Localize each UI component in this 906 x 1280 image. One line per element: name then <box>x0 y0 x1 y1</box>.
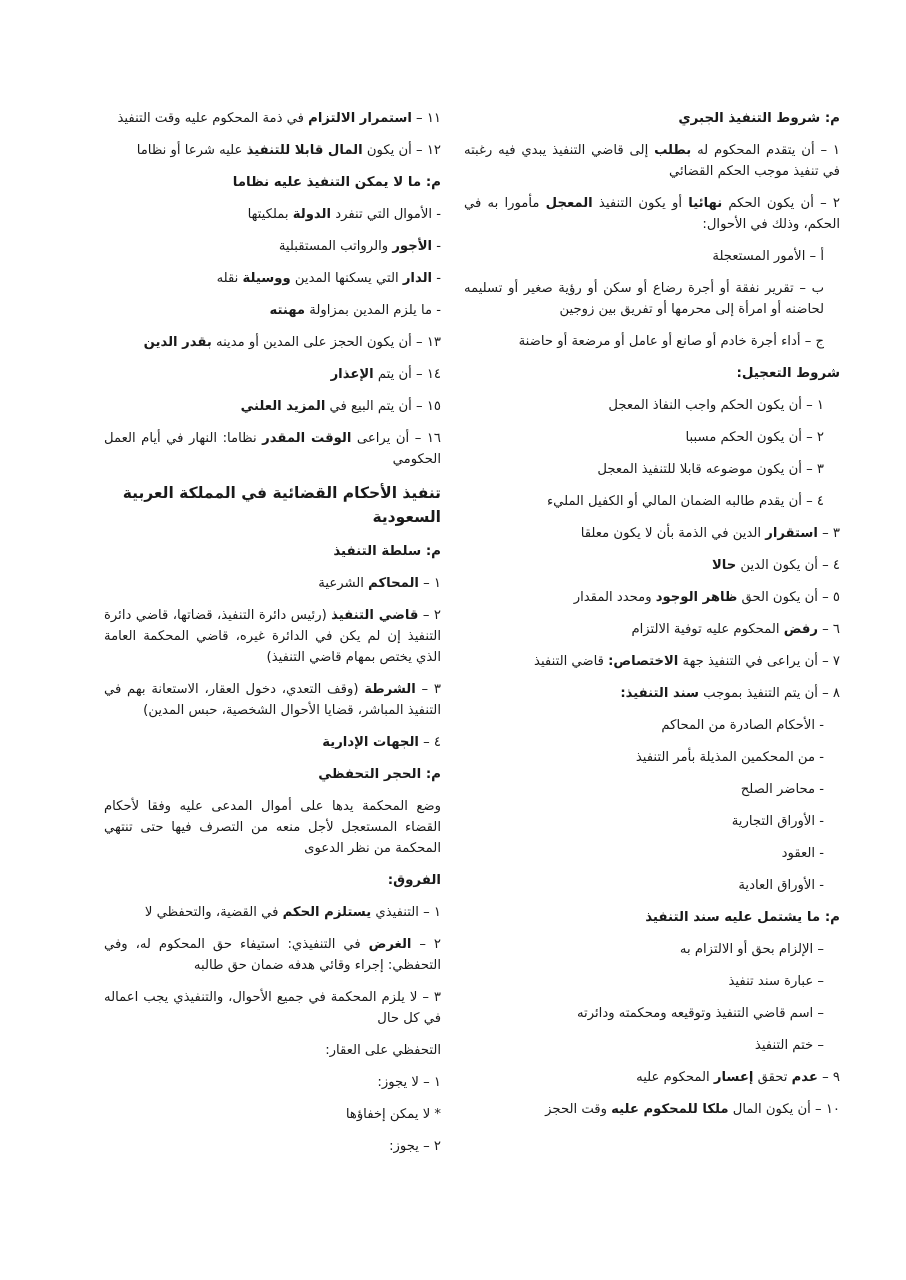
text-run: والرواتب المستقبلية <box>278 239 393 254</box>
bold-term: استمرار الالتزام <box>308 111 412 126</box>
text-run: ١٠ – أن يكون المال <box>728 1102 840 1117</box>
text-line <box>464 1035 840 1056</box>
text-run: ٥ – أن يكون الحق <box>737 590 840 605</box>
bold-term: شروط التعجيل: <box>736 366 840 381</box>
text-run: - الأحكام الصادرة من المحاكم <box>661 718 824 733</box>
text-line <box>464 587 840 608</box>
text-line <box>464 246 840 267</box>
text-run: نقله <box>216 271 243 286</box>
text-line <box>104 108 441 129</box>
bold-term: الاختصاص: <box>608 654 679 669</box>
text-run: ١ – أن يتقدم المحكوم له <box>691 143 841 158</box>
text-run: - الأوراق التجارية <box>731 814 824 829</box>
text-run: (وقف التعدي، دخول العقار، الاستعانة بهم في التنفيذ المباشر، قضايا الأحوال الشخصية، حبس المدين) <box>104 682 441 718</box>
text-line <box>464 971 840 992</box>
bold-term: نهائيا <box>688 196 723 211</box>
text-run: ١٤ – أن يتم <box>373 367 441 382</box>
text-line <box>464 555 840 576</box>
text-run: – عبارة سند تنفيذ <box>728 974 824 989</box>
text-line <box>464 875 840 896</box>
text-run: المحكوم عليه توفية الالتزام <box>631 622 784 637</box>
text-run: ١٥ – أن يتم البيع في <box>325 399 441 414</box>
text-run: ٤ – <box>418 735 441 750</box>
text-run: الشرعية <box>318 576 369 591</box>
text-run: ١ – التنفيذي <box>371 905 441 920</box>
text-run: – ختم التنفيذ <box>754 1038 824 1053</box>
bold-term: الغرض <box>368 937 412 952</box>
text-line <box>464 331 840 352</box>
text-run: ١١ – <box>411 111 441 126</box>
text-run: إلى قاضي التنفيذ يبدي فيه رغبته في تنفيذ موجب الحكم القضائي <box>464 143 840 179</box>
text-line <box>104 268 441 289</box>
text-line <box>104 204 441 225</box>
text-run: وقت الحجز <box>545 1102 612 1117</box>
section-heading <box>104 172 441 193</box>
text-run: ٤ – أن يكون الدين <box>736 558 840 573</box>
text-run: ٢ – <box>411 937 442 952</box>
text-run: في ذمة المحكوم عليه وقت التنفيذ <box>117 111 309 126</box>
bold-term: الدولة <box>292 207 332 222</box>
text-run: - من المحكمين المذيلة بأمر التنفيذ <box>635 750 824 765</box>
text-line <box>464 523 840 544</box>
text-line <box>464 619 840 640</box>
text-run: قاضي التنفيذ <box>534 654 609 669</box>
right-column <box>464 108 840 1131</box>
text-run: ب – تقرير نفقة أو أجرة رضاع أو سكن أو رؤية صغير أو تسليمه لحاضنه أو امرأة إلى محرمها أو تفريق بين زوجين <box>464 281 824 317</box>
text-line <box>104 428 441 470</box>
text-run: التحفظي على العقار: <box>325 1043 441 1058</box>
text-run: وضع المحكمة يدها على أموال المدعى عليه وفقا لأحكام القضاء المستعجل لأجل منعه من التصرف فيها حتى تنتهي المحكمة من نظر الدعوى <box>104 799 441 856</box>
text-run: ٦ – <box>817 622 840 637</box>
bold-term: قاضي التنفيذ <box>331 608 419 623</box>
text-run: عليه شرعا أو نظاما <box>136 143 247 158</box>
text-run: ١ – أن يكون الحكم واجب النفاذ المعجل <box>608 398 824 413</box>
text-run: ١٦ – أن يراعى <box>351 431 441 446</box>
text-run: - ما يلزم المدين بمزاولة <box>305 303 441 318</box>
text-run: * لا يمكن إخفاؤها <box>345 1107 441 1122</box>
bold-term: بطلب <box>654 143 692 158</box>
text-line <box>104 732 441 753</box>
text-line <box>464 193 840 235</box>
bold-term: المزيد العلني <box>240 399 326 414</box>
left-column <box>104 108 441 1168</box>
text-line <box>104 1104 441 1125</box>
text-run: تحقق <box>753 1070 792 1085</box>
text-run: أ – الأمور المستعجلة <box>712 249 824 264</box>
bold-term: ظاهر الوجود <box>655 590 738 605</box>
section-title <box>104 481 441 529</box>
bold-term: الإعذار <box>330 367 374 382</box>
bold-term: بقدر الدين <box>143 335 212 350</box>
text-line <box>104 605 441 668</box>
text-line <box>104 796 441 859</box>
text-line <box>104 1072 441 1093</box>
text-line <box>104 902 441 923</box>
text-run: ١٢ – أن يكون <box>362 143 441 158</box>
text-line <box>464 491 840 512</box>
text-line <box>104 679 441 721</box>
bold-term: الشرطة <box>364 682 416 697</box>
section-heading <box>104 541 441 562</box>
section-heading <box>104 764 441 785</box>
text-run: ج – أداء أجرة خادم أو صانع أو عامل أو مرضعة أو حاضنة <box>518 334 824 349</box>
text-line <box>464 779 840 800</box>
text-line <box>464 939 840 960</box>
bold-term: الفروق: <box>387 873 441 888</box>
text-line <box>464 811 840 832</box>
text-line <box>104 573 441 594</box>
text-run: - الأوراق العادية <box>738 878 824 893</box>
text-run: ٣ – <box>817 526 840 541</box>
text-run: – الإلزام بحق أو الالتزام به <box>679 942 824 957</box>
text-run: ومحدد المقدار <box>573 590 656 605</box>
text-run: مأمورا به في الحكم، وذلك في الأحوال: <box>464 196 840 232</box>
text-run: ١ – <box>418 576 441 591</box>
bold-term: م: الحجر التحفظي <box>318 767 441 782</box>
bold-term: م: شروط التنفيذ الجبري <box>678 111 840 126</box>
section-heading <box>464 907 840 928</box>
text-line <box>464 747 840 768</box>
bold-term: عدم <box>791 1070 818 1085</box>
bold-term: ملكا للمحكوم عليه <box>611 1102 729 1117</box>
text-line <box>104 987 441 1029</box>
text-run: – اسم قاضي التنفيذ وتوقيعه ومحكمته ودائرته <box>576 1006 824 1021</box>
bold-term: حالا <box>711 558 737 573</box>
text-run: - محاضر الصلح <box>740 782 824 797</box>
bold-term: المحاكم <box>368 576 419 591</box>
text-line <box>104 396 441 417</box>
text-line <box>464 715 840 736</box>
text-run: ٩ – <box>817 1070 840 1085</box>
text-run: ٢ – يجوز: <box>389 1139 441 1154</box>
text-line <box>104 236 441 257</box>
text-run: - <box>432 239 441 254</box>
text-run: - الأموال التي تنفرد <box>331 207 441 222</box>
bold-term: م: سلطة التنفيذ <box>333 544 441 559</box>
bold-term: إعسار <box>713 1070 754 1085</box>
text-run: ٣ – <box>415 682 441 697</box>
bold-term: الأجور <box>392 239 433 254</box>
text-run: - <box>432 271 441 286</box>
text-run: (رئيس دائرة التنفيذ، قضاتها، قاضي دائرة التنفيذ إن لم يكن في الدائرة غيره، قاضي المحكمة العامة الذي يختص بمهام قاضي التنفيذ) <box>104 608 441 665</box>
text-run: الدين في الذمة بأن لا يكون معلقا <box>580 526 766 541</box>
text-line <box>104 934 441 976</box>
bold-term: المعجل <box>545 196 593 211</box>
text-line <box>464 1067 840 1088</box>
text-line <box>464 459 840 480</box>
text-line <box>464 1099 840 1120</box>
text-line <box>464 1003 840 1024</box>
text-run: - العقود <box>781 846 824 861</box>
text-line <box>104 332 441 353</box>
text-run: أو يكون التنفيذ <box>592 196 689 211</box>
text-run: ٧ – أن يراعى في التنفيذ جهة <box>678 654 840 669</box>
bold-term: استقرار <box>765 526 818 541</box>
text-run: ٢ – <box>418 608 441 623</box>
text-run: ٤ – أن يقدم طالبه الضمان المالي أو الكفيل المليء <box>546 494 824 509</box>
text-line <box>104 1040 441 1061</box>
text-run: التي يسكنها المدين <box>290 271 403 286</box>
text-run: ٨ – أن يتم التنفيذ بموجب <box>698 686 840 701</box>
section-heading <box>464 363 840 384</box>
bold-term: الوقت المقدر <box>262 431 352 446</box>
text-run: ١ – لا يجوز: <box>377 1075 441 1090</box>
text-line <box>464 843 840 864</box>
text-line <box>464 683 840 704</box>
bold-term: م: ما يشتمل عليه سند التنفيذ <box>645 910 840 925</box>
bold-term: سند التنفيذ: <box>620 686 699 701</box>
text-run: نظاما: النهار في أيام العمل الحكومي <box>104 431 441 467</box>
text-line <box>464 427 840 448</box>
text-line <box>464 395 840 416</box>
text-line <box>104 300 441 321</box>
text-line <box>464 651 840 672</box>
text-run: ٢ – أن يكون الحكم <box>722 196 840 211</box>
bold-term: م: ما لا يمكن التنفيذ عليه نظاما <box>232 175 441 190</box>
text-line <box>464 140 840 182</box>
bold-term: المال قابلا للتنفيذ <box>246 143 363 158</box>
bold-term: الجهات الإدارية <box>322 735 419 750</box>
bold-term: رفض <box>783 622 818 637</box>
bold-term: تنفيذ الأحكام القضائية في المملكة العربية السعودية <box>122 484 441 526</box>
section-heading <box>104 870 441 891</box>
text-run: ١٣ – أن يكون الحجز على المدين أو مدينه <box>211 335 441 350</box>
text-line <box>104 1136 441 1157</box>
text-line <box>104 140 441 161</box>
text-line <box>104 364 441 385</box>
text-run: ٢ – أن يكون الحكم مسببا <box>685 430 824 445</box>
text-run: بملكيتها <box>247 207 293 222</box>
text-run: في التنفيذي: استيفاء حق المحكوم له، وفي التحفظي: إجراء وقائي هدفه ضمان حق طالبه <box>104 937 441 973</box>
bold-term: ووسيلة <box>242 271 291 286</box>
bold-term: مهنته <box>269 303 306 318</box>
text-run: ٣ – لا يلزم المحكمة في جميع الأحوال، والتنفيذي يجب اعماله في كل حال <box>104 990 441 1026</box>
bold-term: الدار <box>402 271 433 286</box>
section-heading <box>464 108 840 129</box>
text-line <box>464 278 840 320</box>
text-run: في القضية، والتحفظي لا <box>144 905 283 920</box>
bold-term: يستلزم الحكم <box>282 905 372 920</box>
text-run: ٣ – أن يكون موضوعه قابلا للتنفيذ المعجل <box>597 462 824 477</box>
text-run: المحكوم عليه <box>636 1070 714 1085</box>
